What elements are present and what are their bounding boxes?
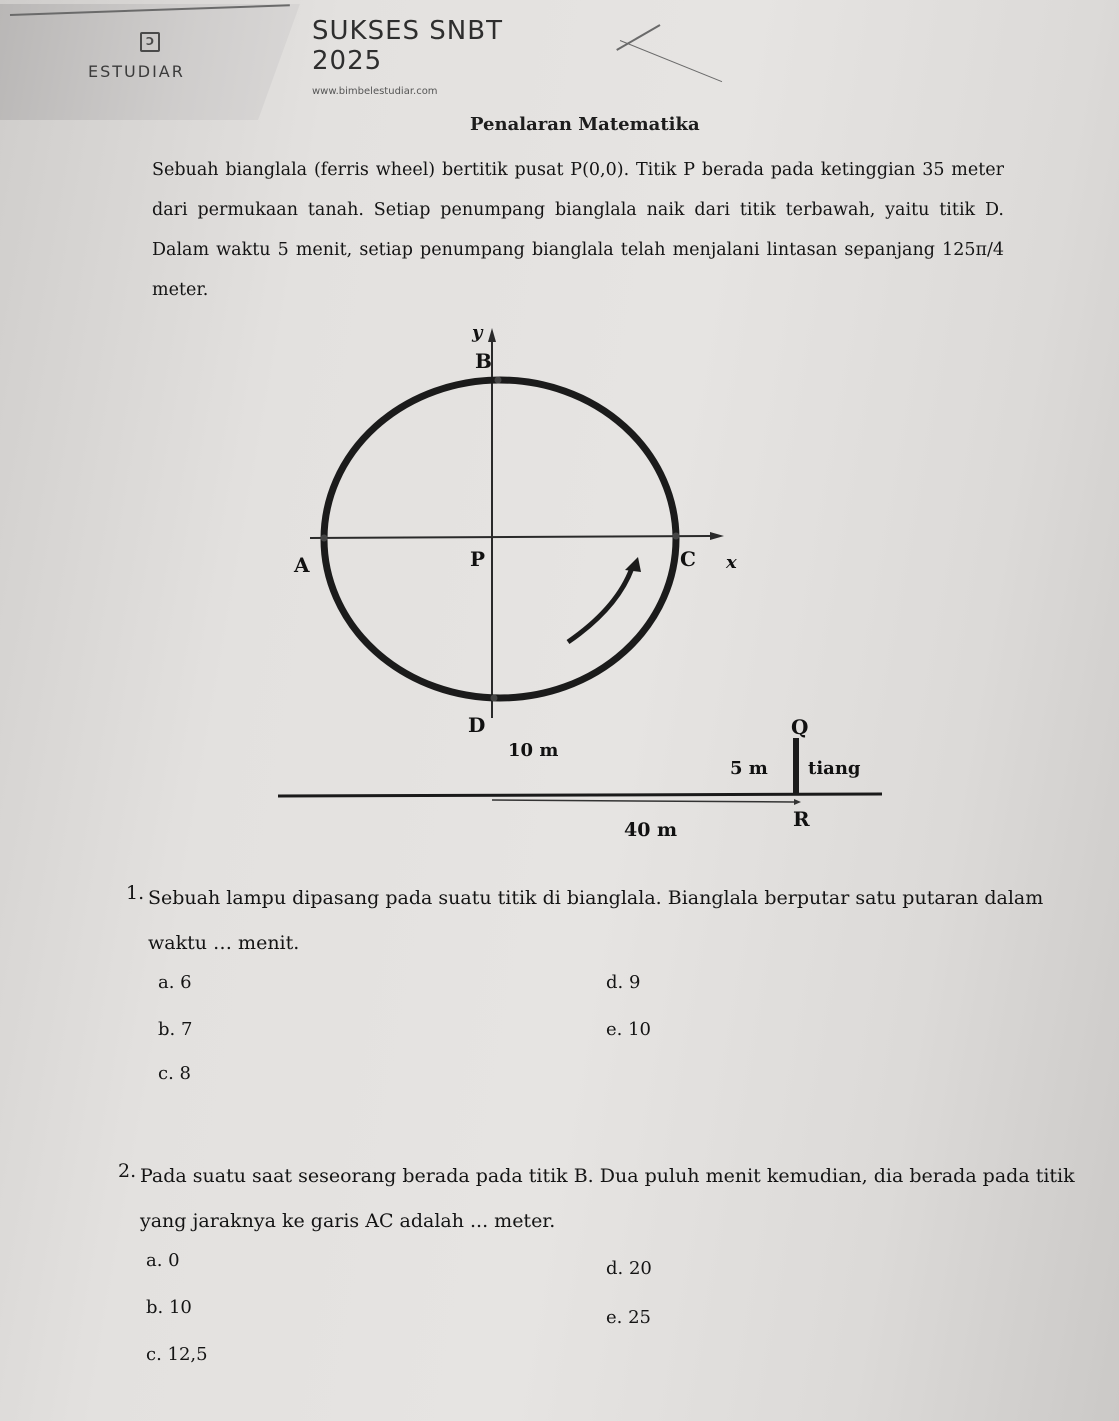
point-b-label: B xyxy=(475,349,492,373)
question-2-number: 2. xyxy=(118,1160,137,1182)
question-1-option-a[interactable]: a. 6 xyxy=(158,972,192,993)
x-axis xyxy=(310,536,710,538)
point-c-label: C xyxy=(680,547,696,571)
website-url: www.bimbelestudiar.com xyxy=(312,86,438,97)
distance-10m-label: 10 m xyxy=(508,740,559,761)
distance-line-40m xyxy=(492,800,794,802)
distance-5m-label: 5 m xyxy=(730,758,768,779)
question-1-option-c[interactable]: c. 8 xyxy=(158,1063,191,1084)
event-title: SUKSES SNBT xyxy=(312,16,503,46)
ferris-wheel-diagram xyxy=(260,310,900,850)
ground-line xyxy=(278,794,882,796)
pole-label: tiang xyxy=(808,758,861,779)
x-axis-arrow-icon xyxy=(710,532,724,540)
point-p-label: P xyxy=(470,547,486,571)
question-1-option-d[interactable]: d. 9 xyxy=(606,972,641,993)
point-d-dot xyxy=(491,695,498,702)
ferris-wheel-figure xyxy=(260,310,900,850)
ferris-wheel-circle xyxy=(324,380,676,698)
question-2-option-c[interactable]: c. 12,5 xyxy=(146,1344,208,1365)
question-1-option-b[interactable]: b. 7 xyxy=(158,1019,193,1040)
point-q-label: Q xyxy=(791,715,809,739)
question-2-option-e[interactable]: e. 25 xyxy=(606,1307,651,1328)
brand-name: ESTUDIAR xyxy=(88,62,185,81)
rotation-path xyxy=(568,568,632,642)
question-1-text: Sebuah lampu dipasang pada suatu titik di bianglala. Bianglala berputar satu putaran dalam waktu … menit. xyxy=(148,887,1044,954)
rotation-arrow-icon xyxy=(625,557,641,572)
logo-icon: Ↄ xyxy=(140,32,160,52)
question-2-option-a[interactable]: a. 0 xyxy=(146,1250,180,1271)
question-1-option-e[interactable]: e. 10 xyxy=(606,1019,651,1040)
distance-arrow-icon xyxy=(794,799,801,805)
point-a-dot xyxy=(321,535,328,542)
question-2-text: Pada suatu saat seseorang berada pada titik B. Dua puluh menit kemudian, dia berada pada titik yang jaraknya ke garis AC adalah ... meter. xyxy=(140,1165,1075,1232)
event-year: 2025 xyxy=(312,46,383,76)
question-1-number: 1. xyxy=(126,882,145,904)
y-axis-arrow-icon xyxy=(488,328,496,342)
header-divider xyxy=(620,40,722,82)
axis-x-label: x xyxy=(726,552,737,573)
point-r-label: R xyxy=(793,807,810,831)
question-2-option-d[interactable]: d. 20 xyxy=(606,1258,652,1279)
problem-intro: Sebuah bianglala (ferris wheel) bertitik pusat P(0,0). Titik P berada pada ketinggian 35 meter dari permukaan tanah. Setiap penumpang bianglala naik dari titik terbawah, yaitu titik D. Dalam waktu 5 menit, setiap penumpang bianglala telah menjalani lintasan sepanjang 125π/4 meter. xyxy=(152,160,1004,300)
axis-y-label: y xyxy=(472,322,483,343)
distance-40m-label: 40 m xyxy=(624,819,678,841)
point-c-dot xyxy=(673,533,680,540)
point-d-label: D xyxy=(468,713,486,737)
point-a-label: A xyxy=(294,553,310,577)
point-b-dot xyxy=(495,377,502,384)
question-2-option-b[interactable]: b. 10 xyxy=(146,1297,192,1318)
section-title: Penalaran Matematika xyxy=(470,114,700,135)
